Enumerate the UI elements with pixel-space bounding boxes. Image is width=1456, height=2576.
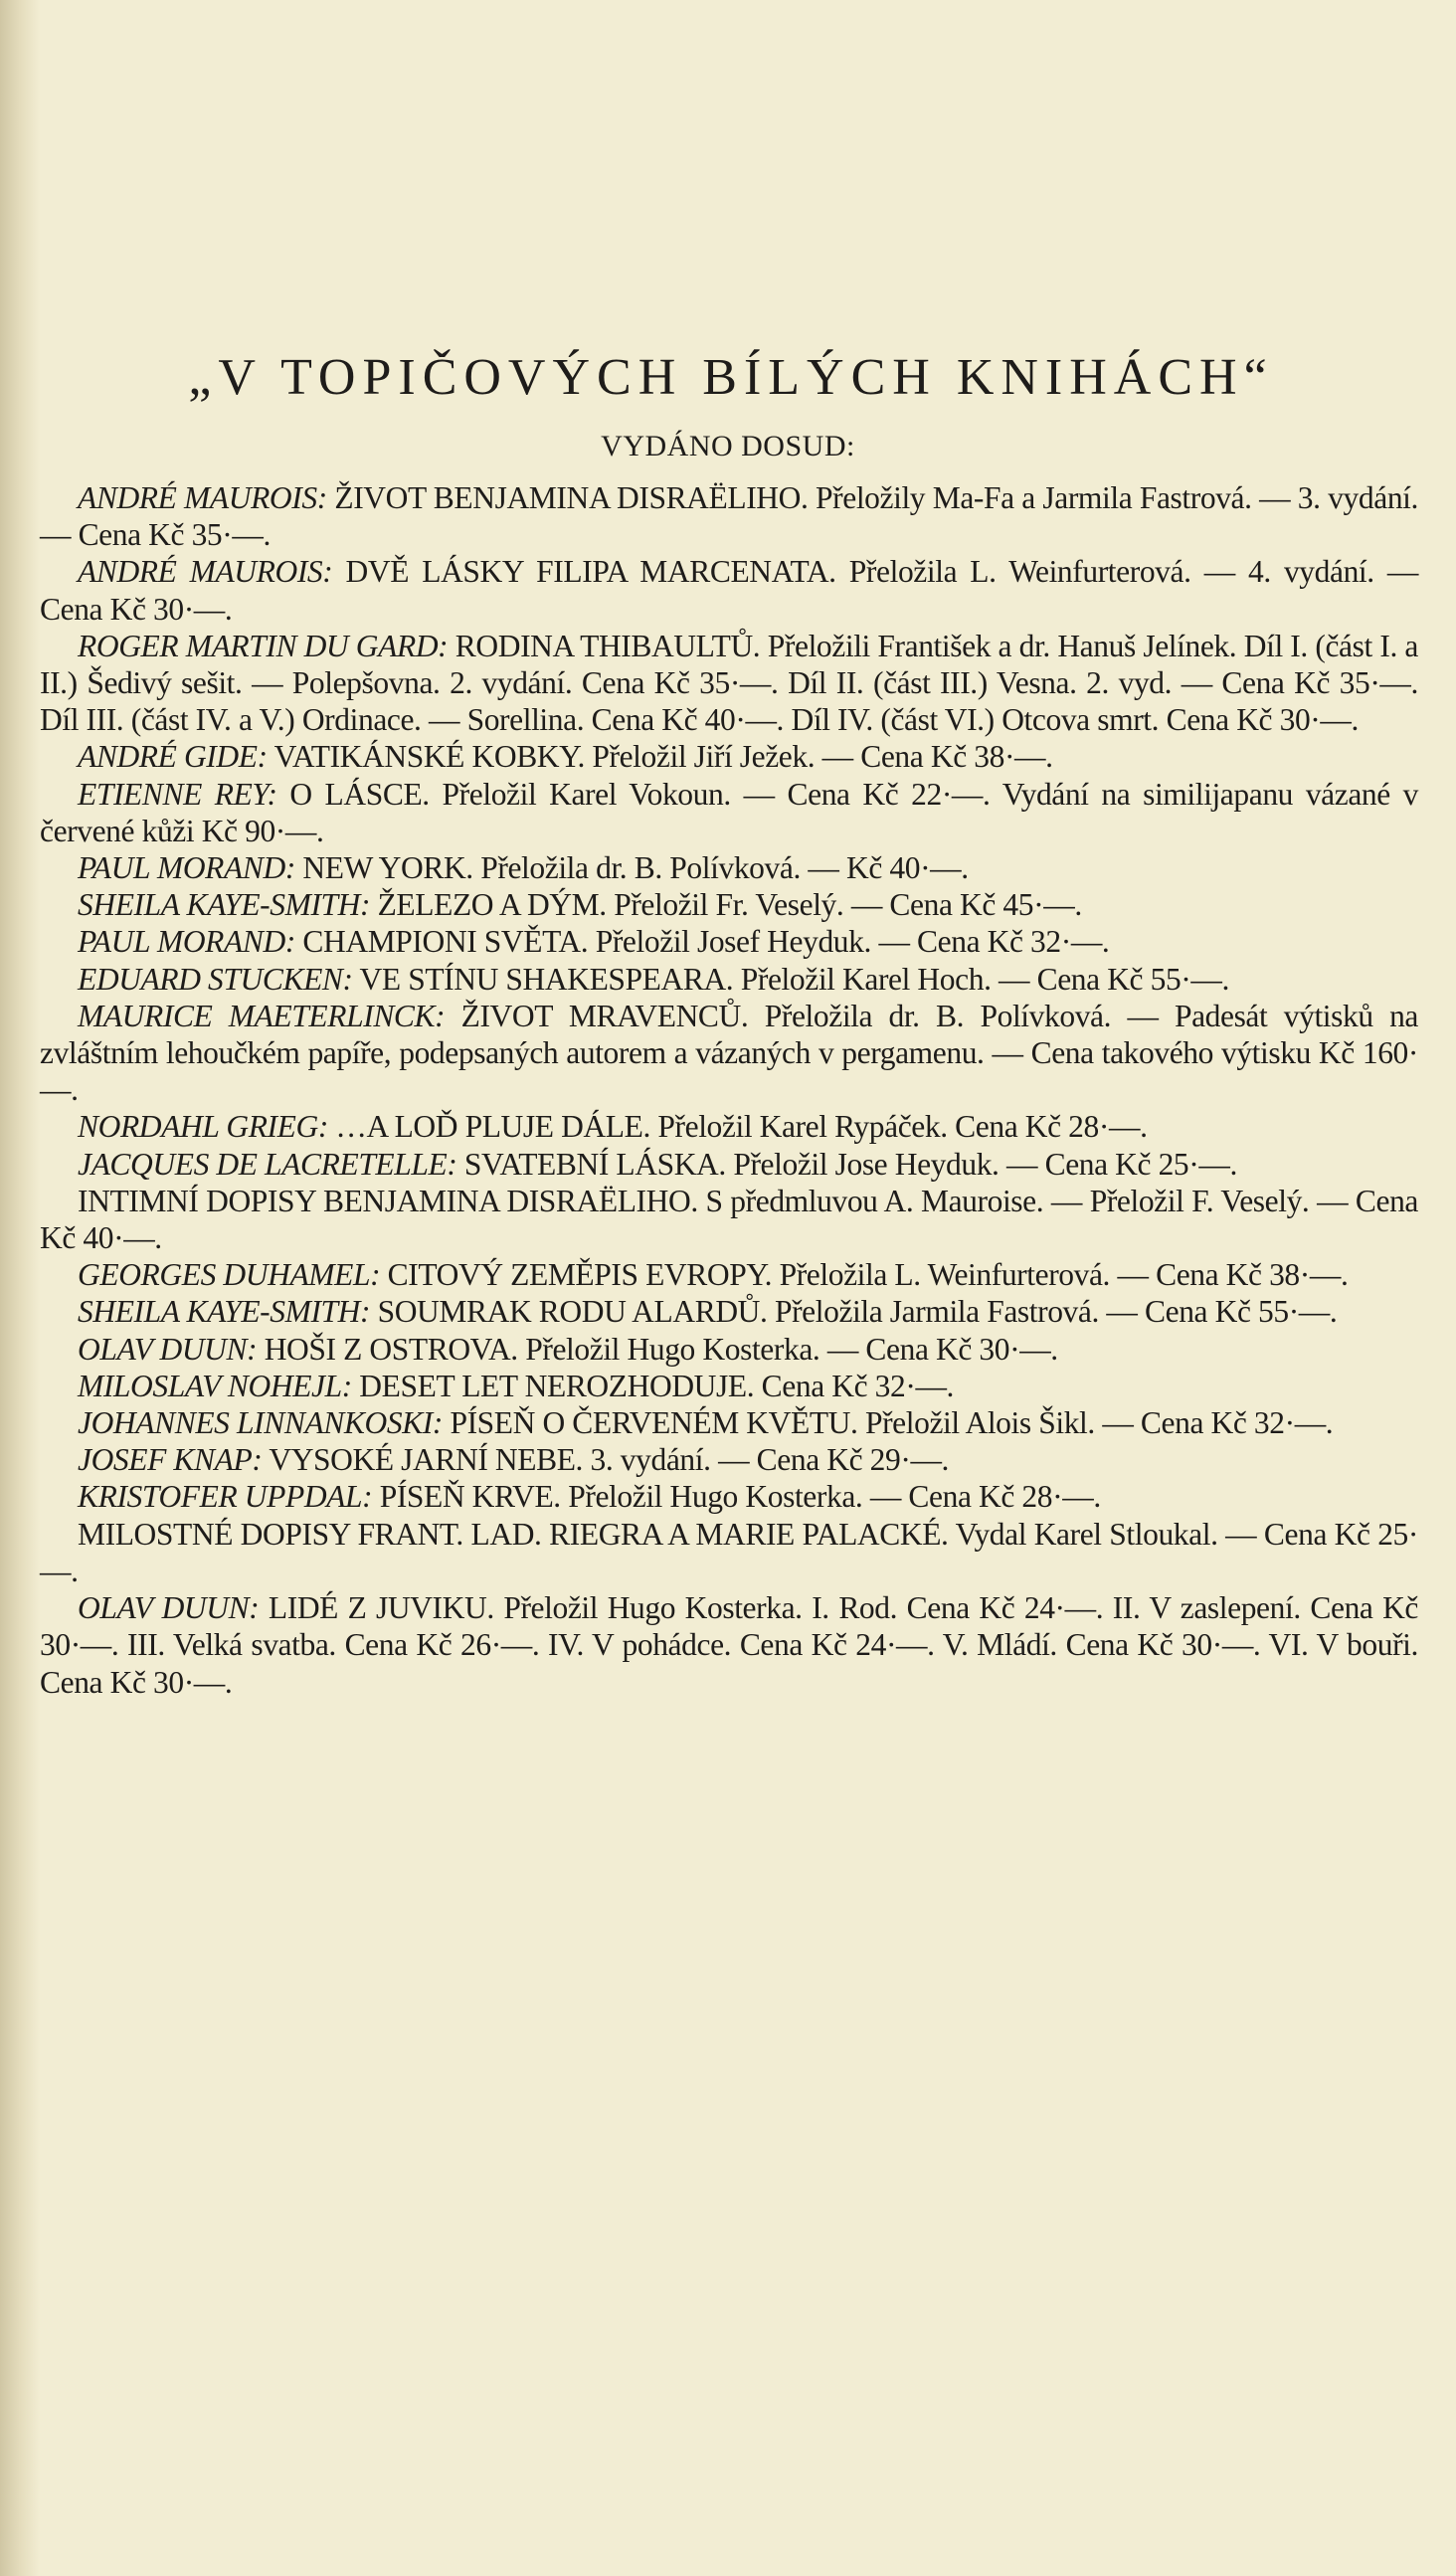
book-entry (40, 961, 1418, 998)
book-author: ANDRÉ MAUROIS: (78, 480, 327, 515)
book-details: DVĚ LÁSKY FILIPA MARCENATA. Přeložila L. Weinfurterová. — 4. vydání. — Cena Kč 30·—. (40, 554, 1418, 627)
book-author: MILOSLAV NOHEJL: (78, 1368, 352, 1403)
book-author: ROGER MARTIN DU GARD: (78, 628, 449, 663)
book-details: ŽIVOT MRAVENCŮ. Přeložila dr. B. Polívková. — Padesát výtisků na zvláštním lehoučkém papíře, podepsaných autorem a vázaných v pergamenu. — Cena takového výtisku Kč 160·—. (40, 998, 1419, 1108)
book-author: KRISTOFER UPPDAL: (78, 1479, 373, 1515)
book-entry (40, 738, 1418, 775)
book-author: JOSEF KNAP: (78, 1442, 263, 1478)
page-title: „V TOPIČOVÝCH BÍLÝCH KNIHÁCH“ (188, 349, 1274, 406)
book-details: VATIKÁNSKÉ KOBKY. Přeložil Jiří Ježek. — Cena Kč 38·—. (267, 739, 1053, 775)
book-entry (40, 776, 1418, 849)
book-author: SHEILA KAYE-SMITH: (78, 1294, 371, 1330)
book-author: EDUARD STUCKEN: (78, 961, 353, 997)
book-details: CITOVÝ ZEMĚPIS EVROPY. Přeložila L. Weinfurterová. — Cena Kč 38·—. (380, 1257, 1349, 1293)
page-spine-shadow (0, 0, 40, 2576)
page-subtitle: VYDÁNO DOSUD: (601, 430, 855, 462)
book-entry (40, 1589, 1418, 1701)
book-author: PAUL MORAND: (78, 850, 295, 886)
book-author: ANDRÉ GIDE: (78, 739, 268, 775)
book-details: HOŠI Z OSTROVA. Přeložil Hugo Kosterka. — Cena Kč 30·—. (257, 1331, 1058, 1367)
book-details: NEW YORK. Přeložila dr. B. Polívková. — Kč 40·—. (294, 850, 969, 886)
book-details: SVATEBNÍ LÁSKA. Přeložil Jose Heyduk. — Cena Kč 25·—. (456, 1146, 1237, 1182)
book-details: LIDÉ Z JUVIKU. Přeložil Hugo Kosterka. I. Rod. Cena Kč 24·—. II. V zaslepení. Cena Kč 30·—. III. Velká svatba. Cena Kč 26·—. IV. V pohádce. Cena Kč 24·—. V. Mládí. Cena Kč 30·—. VI. V bouři. Cena Kč 30·—. (40, 1590, 1418, 1700)
book-details: …A LOĎ PLUJE DÁLE. Přeložil Karel Rypáček. Cena Kč 28·—. (327, 1109, 1148, 1145)
book-details: ŽELEZO A DÝM. Přeložil Fr. Veselý. — Cena Kč 45·—. (370, 887, 1082, 923)
book-details: MILOSTNÉ DOPISY FRANT. LAD. RIEGRA A MARIE PALACKÉ. Vydal Karel Stloukal. — Cena Kč 25·—. (40, 1516, 1418, 1588)
book-entry (40, 923, 1418, 960)
book-details: RODINA THIBAULTŮ. Přeložili František a dr. Hanuš Jelínek. Díl I. (část I. a II.) Šedivý sešit. — Polepšovna. 2. vydání. Cena Kč 35·—. Díl II. (část III.) Vesna. 2. vyd. — Cena Kč 35·—. Díl III. (část IV. a V.) Ordinace. — Sorellina. Cena Kč 40·—. Díl IV. (část VI.) Otcova smrt. Cena Kč 30·—. (40, 628, 1419, 738)
book-details: PÍSEŇ O ČERVENÉM KVĚTU. Přeložil Alois Šikl. — Cena Kč 32·—. (443, 1405, 1334, 1441)
book-entry (40, 998, 1418, 1109)
book-entry (40, 1478, 1418, 1515)
book-author: SHEILA KAYE-SMITH: (78, 887, 371, 923)
book-author: OLAV DUUN: (78, 1331, 258, 1367)
book-details: ŽIVOT BENJAMINA DISRAËLIHO. Přeložily Ma-Fa a Jarmila Fastrová. — 3. vydání. — Cena Kč 35·—. (40, 480, 1418, 553)
book-entry (40, 849, 1418, 886)
book-entry (40, 479, 1418, 553)
book-entry (40, 1368, 1418, 1404)
book-details: PÍSEŇ KRVE. Přeložil Hugo Kosterka. — Cena Kč 28·—. (372, 1479, 1101, 1515)
book-author: JACQUES DE LACRETELLE: (78, 1146, 457, 1182)
book-details: DESET LET NEROZHODUJE. Cena Kč 32·—. (351, 1368, 955, 1403)
book-entry (40, 1183, 1418, 1256)
book-author: MAURICE MAETERLINCK: (78, 998, 446, 1033)
book-entry (40, 1256, 1418, 1293)
book-list (40, 479, 1418, 1701)
book-details: SOUMRAK RODU ALARDŮ. Přeložila Jarmila Fastrová. — Cena Kč 55·—. (370, 1294, 1338, 1330)
book-author: PAUL MORAND: (78, 924, 295, 960)
book-entry (40, 1293, 1418, 1330)
book-author: NORDAHL GRIEG: (78, 1109, 328, 1145)
book-entry (40, 1108, 1418, 1145)
book-entry (40, 886, 1418, 923)
book-entry (40, 1146, 1418, 1183)
book-author: ANDRÉ MAUROIS: (78, 554, 333, 590)
book-details: O LÁSCE. Přeložil Karel Vokoun. — Cena Kč 22·—. Vydání na similijapanu vázané v červené kůži Kč 90·—. (40, 776, 1418, 848)
book-author: ETIENNE REY: (78, 776, 277, 812)
book-entry (40, 1516, 1418, 1589)
book-details: VE STÍNU SHAKESPEARA. Přeložil Karel Hoch. — Cena Kč 55·—. (352, 961, 1229, 997)
book-entry (40, 628, 1418, 739)
book-author: GEORGES DUHAMEL: (78, 1257, 381, 1293)
book-entry (40, 1441, 1418, 1478)
book-details: CHAMPIONI SVĚTA. Přeložil Josef Heyduk. — Cena Kč 32·—. (294, 924, 1110, 960)
book-entry (40, 1331, 1418, 1368)
book-details: INTIMNÍ DOPISY BENJAMINA DISRAËLIHO. S předmluvou A. Mauroise. — Přeložil F. Veselý. — Cena Kč 40·—. (40, 1183, 1418, 1256)
book-author: JOHANNES LINNANKOSKI: (78, 1405, 443, 1441)
book-entry (40, 1404, 1418, 1441)
book-entry (40, 553, 1418, 627)
book-author: OLAV DUUN: (78, 1590, 260, 1626)
book-details: VYSOKÉ JARNÍ NEBE. 3. vydání. — Cena Kč 29·—. (262, 1442, 950, 1478)
